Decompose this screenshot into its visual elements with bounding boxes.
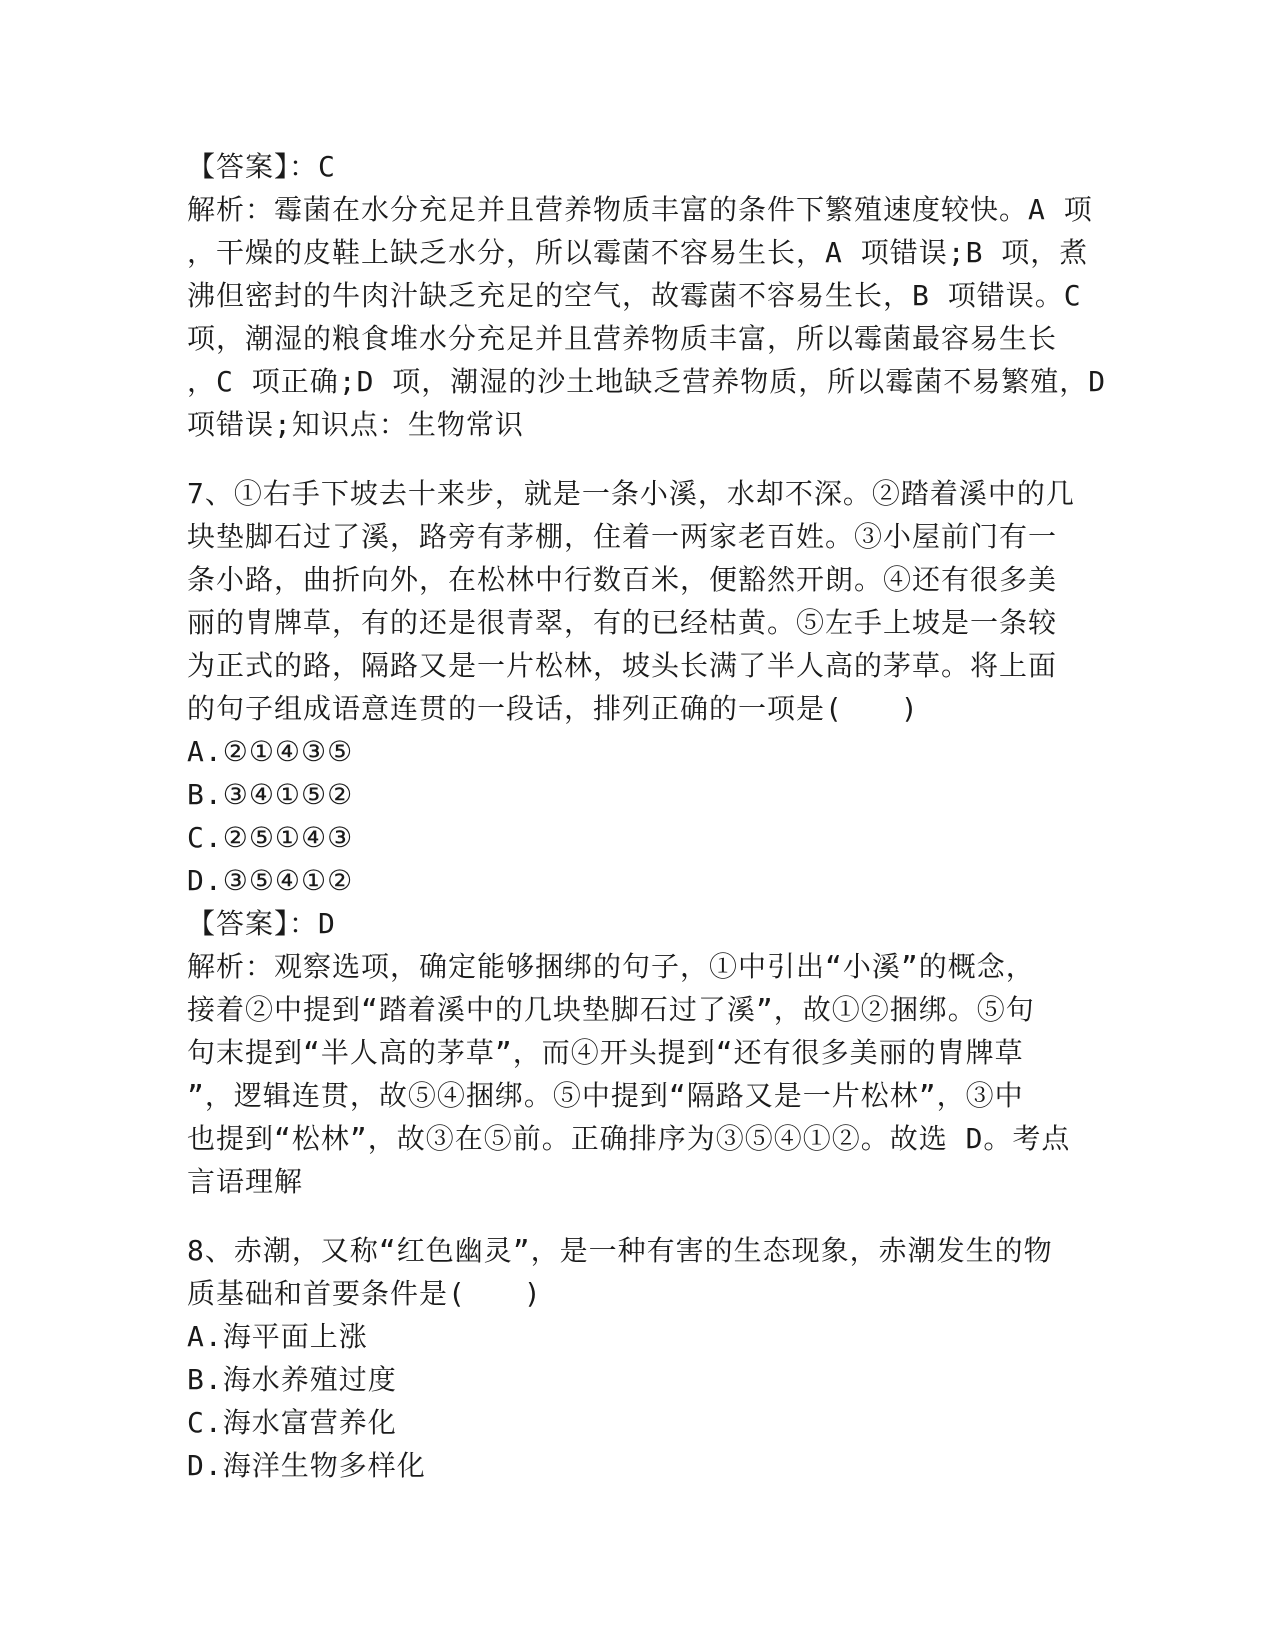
analysis-line: ，干燥的皮鞋上缺乏水分，所以霉菌不容易生长，A 项错误;B 项，煮 xyxy=(187,236,1089,269)
question-line: 丽的胄牌草，有的还是很青翠，有的已经枯黄。⑤左手上坡是一条较 xyxy=(187,606,1058,639)
analysis-line: 也提到“松林”，故③在⑤前。正确排序为③⑤④①②。故选 D。考点 xyxy=(187,1122,1071,1155)
analysis-line: 项错误;知识点：生物常识 xyxy=(187,408,524,441)
question-line: 7、①右手下坡去十来步，就是一条小溪，水却不深。②踏着溪中的几 xyxy=(187,477,1075,510)
question-line: 的句子组成语意连贯的一段话，排列正确的一项是( ) xyxy=(187,692,919,725)
question-line: 质基础和首要条件是( ) xyxy=(187,1277,542,1310)
option-d: D.③⑤④①② xyxy=(187,864,354,897)
option-a: A.海平面上涨 xyxy=(187,1320,368,1353)
question-line: 块垫脚石过了溪，路旁有茅棚，住着一两家老百姓。③小屋前门有一 xyxy=(187,520,1058,553)
analysis-line: 解析：观察选项，确定能够捆绑的句子，①中引出“小溪”的概念， xyxy=(187,950,1035,983)
option-c: C.海水富营养化 xyxy=(187,1406,397,1439)
question-line: 为正式的路，隔路又是一片松林，坡头长满了半人高的茅草。将上面 xyxy=(187,649,1058,682)
question-7 xyxy=(187,472,1087,1203)
analysis-line: ”，逻辑连贯，故⑤④捆绑。⑤中提到“隔路又是一片松林”，③中 xyxy=(187,1079,1024,1112)
analysis-line: 接着②中提到“踏着溪中的几块垫脚石过了溪”，故①②捆绑。⑤句 xyxy=(187,993,1035,1026)
analysis-line: 解析：霉菌在水分充足并且营养物质丰富的条件下繁殖速度较快。A 项 xyxy=(187,193,1093,226)
option-b: B.海水养殖过度 xyxy=(187,1363,397,1396)
analysis-line: 项，潮湿的粮食堆水分充足并且营养物质丰富，所以霉菌最容易生长 xyxy=(187,322,1058,355)
option-a: A.②①④③⑤ xyxy=(187,735,354,768)
q6-answer-block xyxy=(187,145,1107,446)
option-d: D.海洋生物多样化 xyxy=(187,1449,426,1482)
question-line: 8、赤潮，又称“红色幽灵”，是一种有害的生态现象，赤潮发生的物 xyxy=(187,1234,1053,1267)
analysis-line: 句末提到“半人高的茅草”，而④开头提到“还有很多美丽的胄牌草 xyxy=(187,1036,1024,1069)
document-page xyxy=(187,145,1107,1487)
answer-label: 【答案】：D xyxy=(187,907,336,940)
analysis-line: 言语理解 xyxy=(187,1165,304,1198)
analysis-line: ，C 项正确;D 项，潮湿的沙土地缺乏营养物质，所以霉菌不易繁殖，D xyxy=(187,365,1107,398)
answer-label: 【答案】：C xyxy=(187,150,336,183)
section-gap xyxy=(187,1203,1087,1229)
question-8 xyxy=(187,1229,1087,1487)
analysis-line: 沸但密封的牛肉汁缺乏充足的空气，故霉菌不容易生长，B 项错误。C xyxy=(187,279,1082,312)
option-b: B.③④①⑤② xyxy=(187,778,354,811)
question-line: 条小路，曲折向外，在松林中行数百米，便豁然开朗。④还有很多美 xyxy=(187,563,1058,596)
section-gap xyxy=(187,446,1087,472)
option-c: C.②⑤①④③ xyxy=(187,821,354,854)
